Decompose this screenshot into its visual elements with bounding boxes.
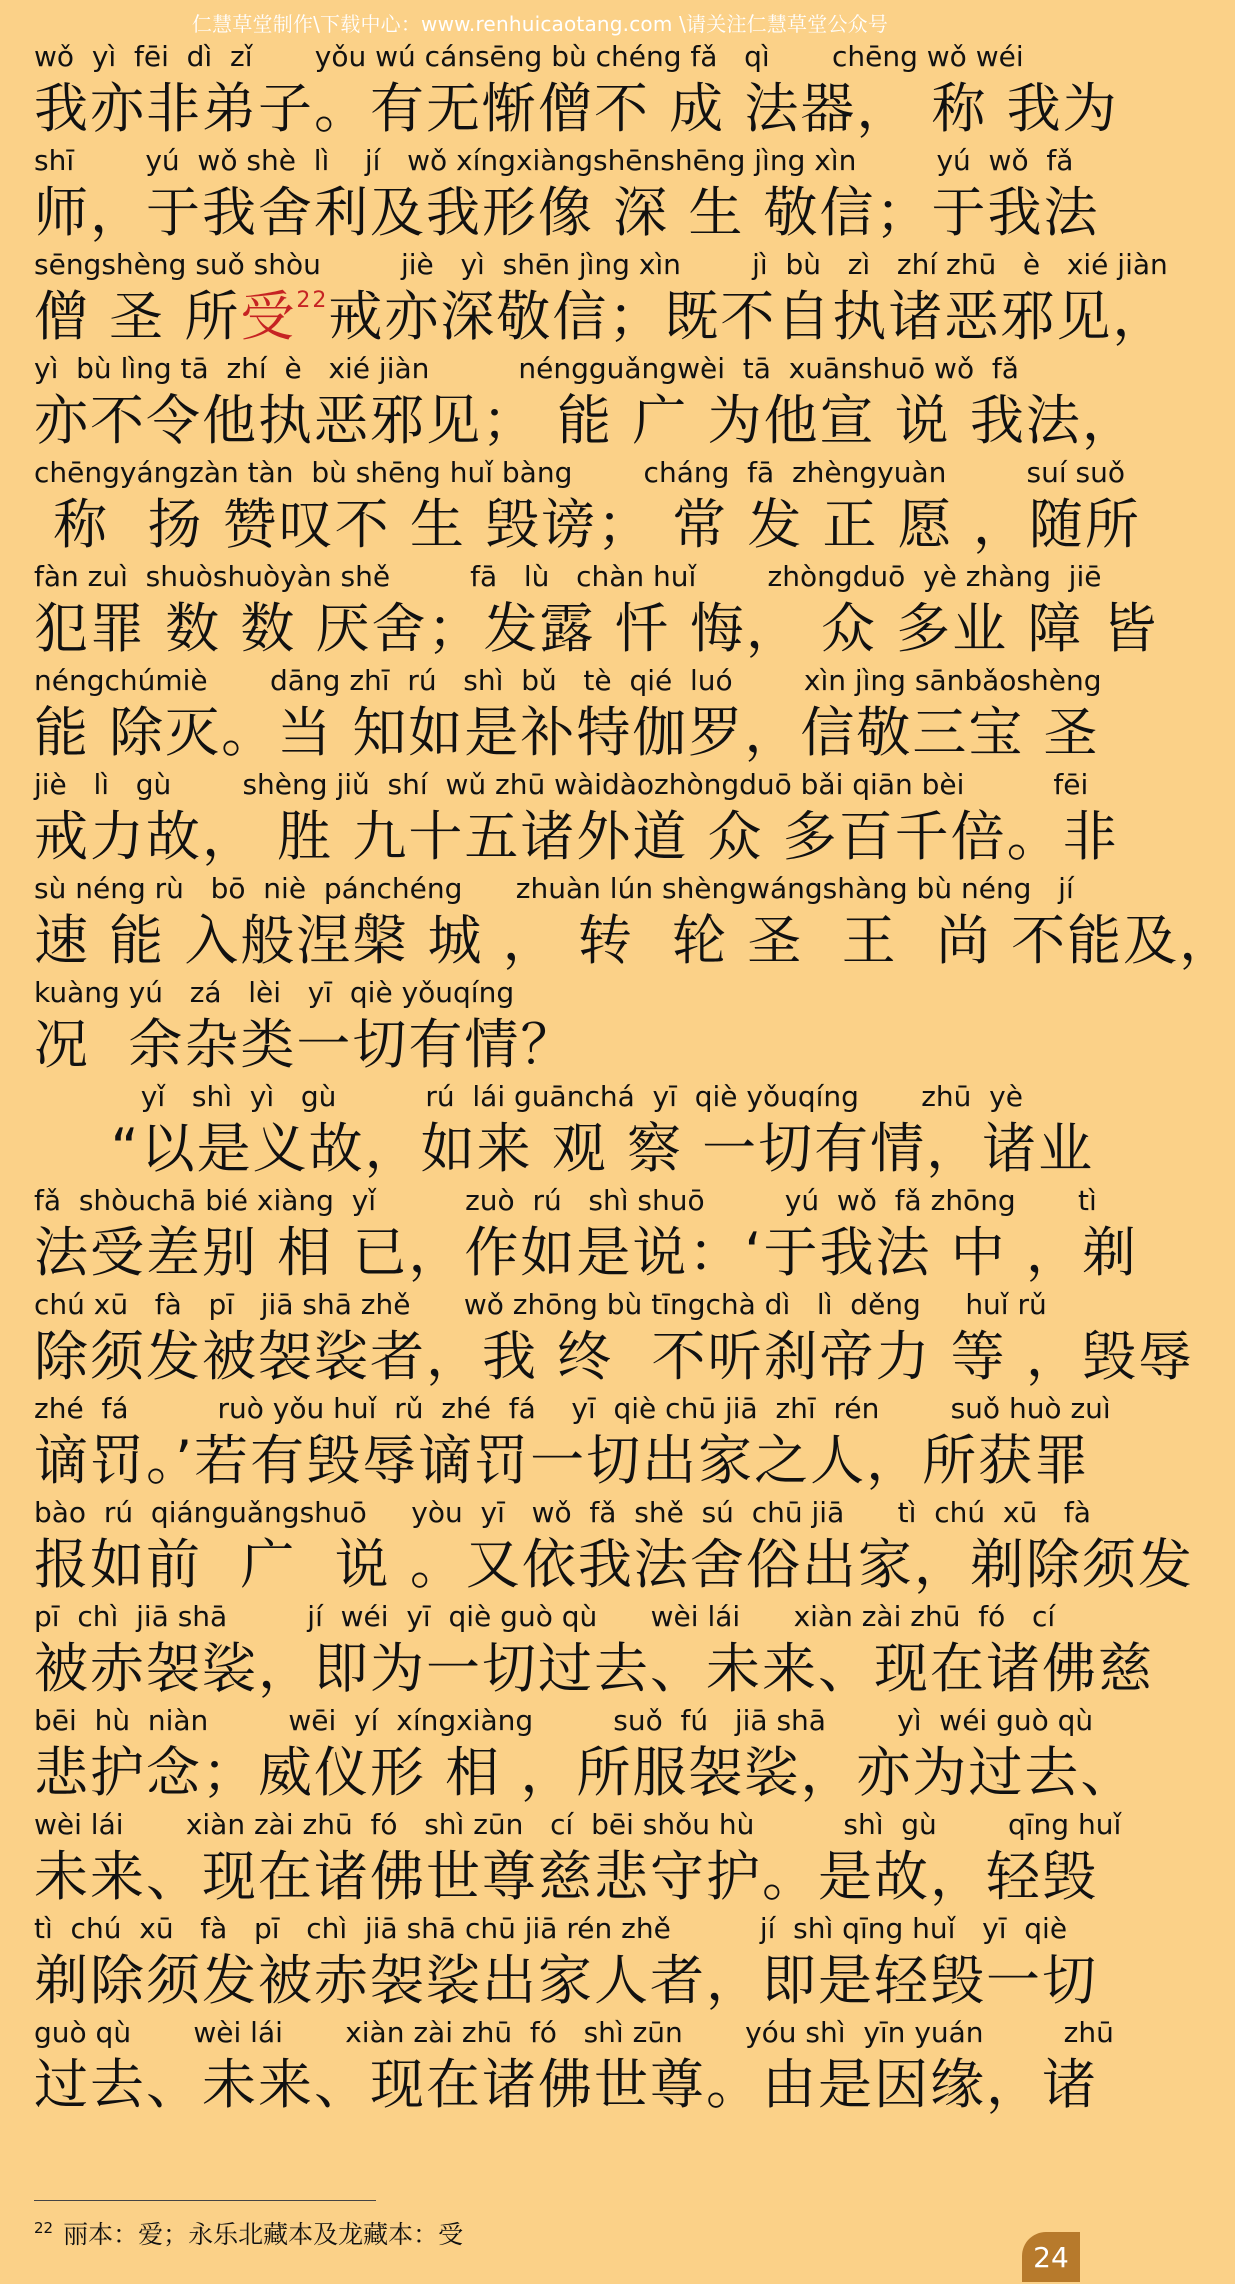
hanzi-row: 我亦非弟子。有无惭僧不 成 法器， 称 我为: [34, 77, 1119, 140]
text-line: [34, 1184, 1138, 1288]
pinyin-row: chēngyángzàn tàn bù shēng huǐ bàng cháng fā zhèngyuàn suí suǒ: [34, 456, 1125, 489]
hanzi-row: 戒力故， 胜 九十五诸外道 众 多百千倍。非: [34, 805, 1119, 868]
text-line: [34, 768, 1119, 872]
pinyin-row: guò qù wèi lái xiàn zài zhū fó shì zūn yóu shì yīn yuán zhū: [34, 2016, 1114, 2049]
hanzi-row: 能 除灭。当 知如是补特伽罗，信敬三宝 圣: [34, 701, 1100, 764]
pinyin-row: néngchúmiè dāng zhī rú shì bǔ tè qié luó xìn jìng sānbǎoshèng: [34, 664, 1102, 697]
footnote-divider: [34, 2200, 376, 2201]
hanzi-row: 过去、未来、现在诸佛世尊。由是因缘，诸: [34, 2053, 1098, 2116]
text-line: [34, 1080, 1095, 1184]
text-line: [34, 2016, 1114, 2120]
variant-character: 受: [240, 285, 297, 348]
pinyin-row: sù néng rù bō niè pánchéng zhuàn lún shèngwángshàng bù néng jí: [34, 872, 1074, 905]
footnote-reference[interactable]: 22: [296, 288, 329, 313]
text-line: [34, 1600, 1154, 1704]
text-line: [34, 144, 1100, 248]
text-line: [34, 1704, 1137, 1808]
hanzi-segment: 僧 圣 所: [34, 285, 241, 348]
hanzi-row: 未来、现在诸佛世尊慈悲守护。是故，轻毁: [34, 1845, 1098, 1908]
hanzi-row: [34, 282, 1169, 352]
pinyin-row: yǐ shì yì gù rú lái guānchá yī qiè yǒuqíng zhū yè: [34, 1080, 1023, 1113]
footnote: [34, 2210, 463, 2253]
pinyin-row: yì bù lìng tā zhí è xié jiàn néngguǎngwèi tā xuānshuō wǒ fǎ: [34, 352, 1019, 385]
hanzi-row: 称 扬 赞叹不 生 毁谤； 常 发 正 愿 ，随所: [34, 493, 1141, 556]
hanzi-row: 速 能 入般涅槃 城 ， 转 轮 圣 王 尚 不能及，: [34, 909, 1235, 972]
hanzi-row: 犯罪 数 数 厌舍；发露 忏 悔， 众 多业 障 皆: [34, 597, 1159, 660]
pinyin-row: fǎ shòuchā bié xiàng yǐ zuò rú shì shuō yú wǒ fǎ zhōng tì: [34, 1184, 1097, 1217]
text-line: [34, 1808, 1122, 1912]
hanzi-row: 剃除须发被赤袈裟出家人者，即是轻毁一切: [34, 1949, 1098, 2012]
pinyin-row: shī yú wǒ shè lì jí wǒ xíngxiàngshēnshēng jìng xìn yú wǒ fǎ: [34, 144, 1074, 177]
pinyin-row: kuàng yú zá lèi yī qiè yǒuqíng: [34, 976, 515, 1009]
text-line: [34, 872, 1235, 976]
pinyin-row: zhé fá ruò yǒu huǐ rǔ zhé fá yī qiè chū jiā zhī rén suǒ huò zuì: [34, 1392, 1111, 1425]
hanzi-row: 亦不令他执恶邪见； 能 广 为他宣 说 我法，: [34, 389, 1138, 452]
hanzi-segment: 戒亦深敬信；既不自执诸恶邪见，: [328, 285, 1169, 348]
text-line: [34, 352, 1138, 456]
pinyin-row: chú xū fà pī jiā shā zhě wǒ zhōng bù tīngchà dì lì děng huǐ rǔ: [34, 1288, 1047, 1321]
pinyin-row: wǒ yì fēi dì zǐ yǒu wú cánsēng bù chéng fǎ qì chēng wǒ wéi: [34, 40, 1024, 73]
pinyin-row: jiè lì gù shèng jiǔ shí wǔ zhū wàidàozhòngduō bǎi qiān bèi fēi: [34, 768, 1089, 801]
hanzi-row: 除须发被袈裟者，我 终 不听刹帝力 等 ，毁辱: [34, 1325, 1194, 1388]
hanzi-row: 况 余杂类一切有情？: [34, 1013, 577, 1076]
hanzi-row: 师，于我舍利及我形像 深 生 敬信；于我法: [34, 181, 1100, 244]
text-line: [34, 248, 1169, 352]
pinyin-row: sēngshèng suǒ shòu jiè yì shēn jìng xìn jì bù zì zhí zhū è xié jiàn: [34, 248, 1168, 281]
text-line: [34, 1288, 1194, 1392]
text-line: [34, 1392, 1111, 1496]
text-line: [34, 456, 1141, 560]
pinyin-row: wèi lái xiàn zài zhū fó shì zūn cí bēi shǒu hù shì gù qīng huǐ: [34, 1808, 1122, 1841]
hanzi-row: 报如前 广 说 。又依我法舍俗出家，剃除须发: [34, 1533, 1194, 1596]
text-line: [34, 664, 1102, 768]
pinyin-row: bào rú qiánguǎngshuō yòu yī wǒ fǎ shě sú chū jiā tì chú xū fà: [34, 1496, 1091, 1529]
text-line: [34, 40, 1119, 144]
hanzi-row: 法受差别 相 已，作如是说：‘于我法 中 ，剃: [34, 1221, 1138, 1284]
text-line: [34, 976, 1046, 1080]
hanzi-row: 被赤袈裟，即为一切过去、未来、现在诸佛慈: [34, 1637, 1154, 1700]
hanzi-row: 悲护念；威仪形 相 ，所服袈裟，亦为过去、: [34, 1741, 1137, 1804]
pinyin-row: pī chì jiā shā jí wéi yī qiè guò qù wèi lái xiàn zài zhū fó cí: [34, 1600, 1056, 1633]
hanzi-row: 谪罚。’若有毁辱谪罚一切出家之人，所获罪: [34, 1429, 1091, 1492]
text-line: [34, 1912, 1098, 2016]
page-number-badge: 24: [1022, 2232, 1080, 2282]
download-banner: 仁慧草堂制作\下载中心：www.renhuicaotang.com \请关注仁慧草堂公众号: [191, 12, 889, 36]
hanzi-row: “以是义故，如来 观 察 一切有情，诸业: [34, 1117, 1095, 1180]
text-line: [34, 560, 1159, 664]
pinyin-row: tì chú xū fà pī chì jiā shā chū jiā rén zhě jí shì qīng huǐ yī qiè: [34, 1912, 1068, 1945]
footnote-number: 22: [34, 2219, 54, 2237]
text-line: [34, 1496, 1194, 1600]
footnote-text: 丽本：爱；永乐北藏本及龙藏本：受: [63, 2220, 464, 2249]
pinyin-row: fàn zuì shuòshuòyàn shě fā lù chàn huǐ zhòngduō yè zhàng jiē: [34, 560, 1102, 593]
pinyin-row: bēi hù niàn wēi yí xíngxiàng suǒ fú jiā shā yì wéi guò qù: [34, 1704, 1094, 1737]
